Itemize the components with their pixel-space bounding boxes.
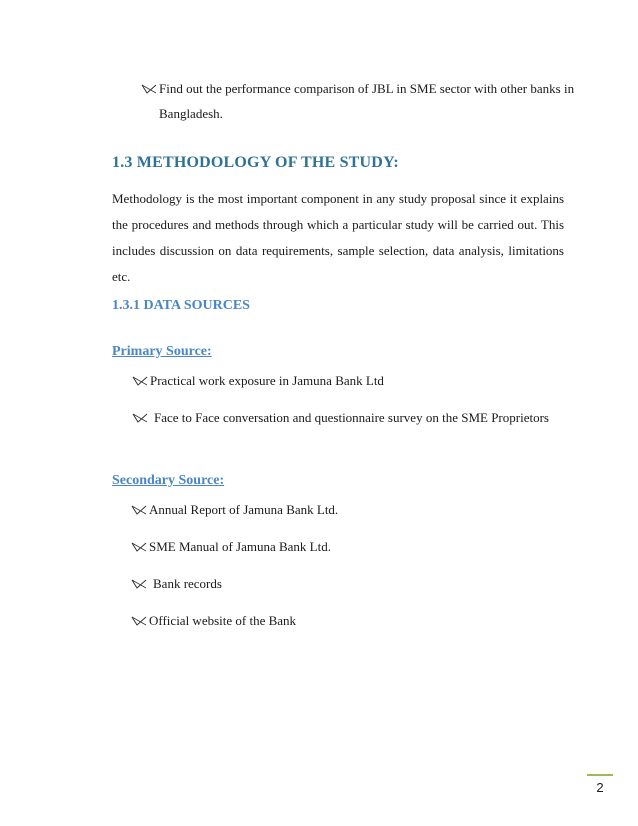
secondary-item: [131, 501, 338, 519]
page-number: 2: [596, 780, 604, 795]
secondary-source-heading: Secondary Source:: [112, 473, 225, 488]
subsection-heading: 1.3.1 DATA SOURCES: [112, 298, 250, 313]
checkmark-arrow-icon: [131, 615, 147, 627]
primary-item-text: Practical work exposure in Jamuna Bank Ltd: [150, 373, 384, 388]
primary-item-text: Face to Face conversation and questionnaire survey on the SME Proprietors: [154, 410, 549, 425]
secondary-item-text: Official website of the Bank: [149, 613, 297, 628]
primary-source-heading: Primary Source:: [112, 344, 212, 359]
checkmark-arrow-icon: [131, 541, 147, 553]
primary-item: [132, 409, 549, 427]
primary-item: [132, 372, 384, 390]
secondary-item-text: Annual Report of Jamuna Bank Ltd.: [149, 502, 339, 517]
objective-text-line2: Bangladesh.: [159, 106, 223, 121]
checkmark-arrow-icon: [141, 83, 157, 95]
objective-item-continuation: [159, 105, 223, 123]
objective-item: [141, 80, 574, 98]
checkmark-arrow-icon: [131, 504, 147, 516]
secondary-item-text: Bank records: [153, 576, 222, 591]
checkmark-arrow-icon: [132, 375, 148, 387]
secondary-item: [131, 575, 222, 593]
secondary-item: [131, 612, 296, 630]
objective-text-line1: Find out the performance comparison of JBL in SME sector with other banks in: [159, 81, 575, 96]
methodology-paragraph: Methodology is the most important component in any study proposal since it explains the procedures and methods through which a particular study will be carried out. This includes discussion on data requirements, sample selection, data analysis, limitations etc.: [112, 191, 564, 284]
secondary-item-text: SME Manual of Jamuna Bank Ltd.: [149, 539, 331, 554]
checkmark-arrow-icon: [131, 578, 147, 590]
checkmark-arrow-icon: [132, 412, 148, 424]
secondary-item: [131, 538, 331, 556]
section-heading: 1.3 METHODOLOGY OF THE STUDY:: [112, 154, 399, 171]
page-number-box: [587, 774, 613, 800]
